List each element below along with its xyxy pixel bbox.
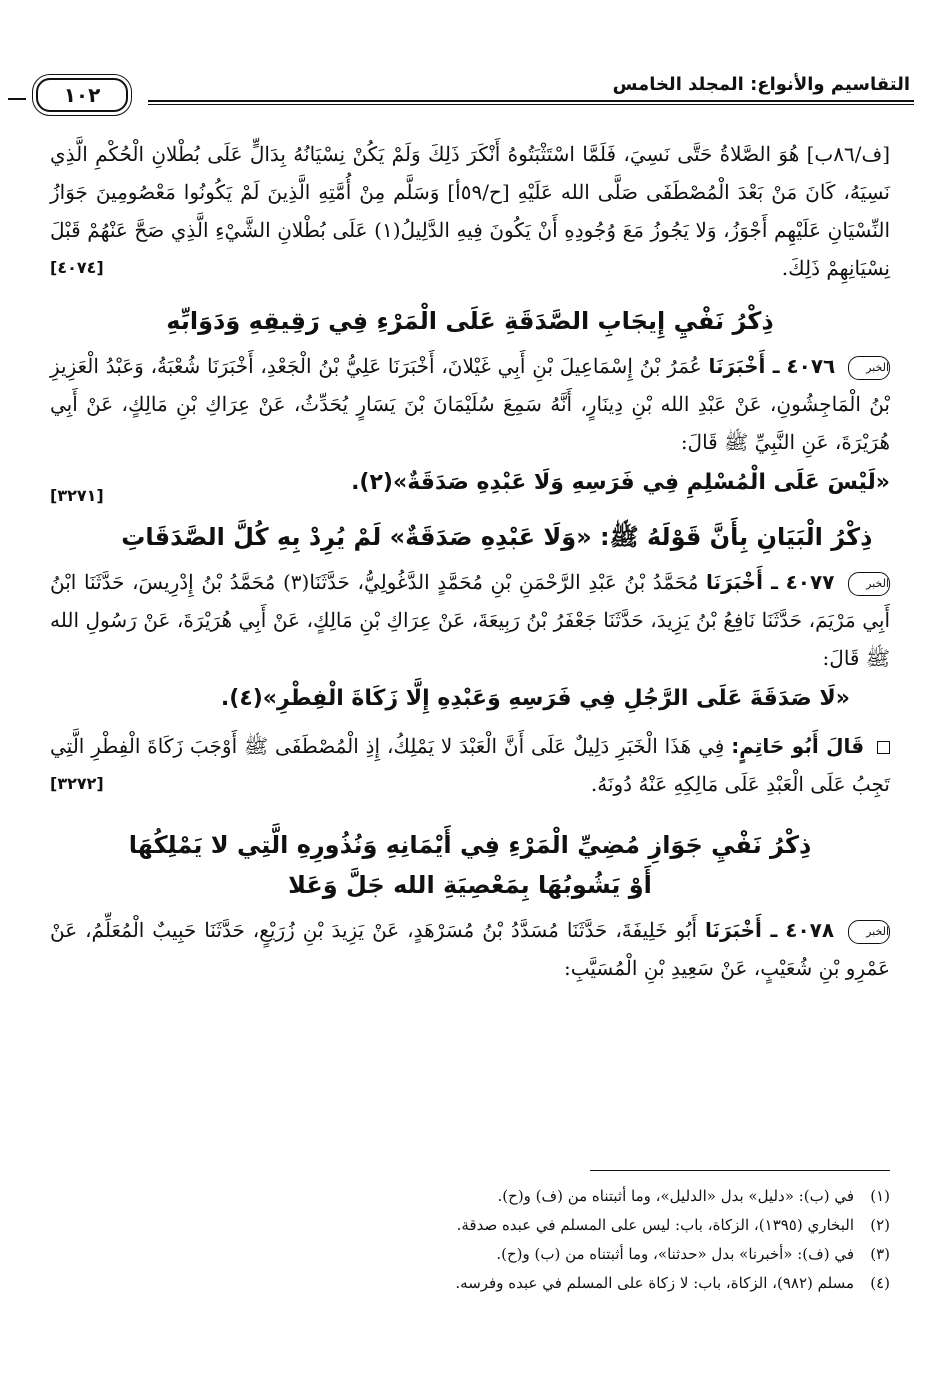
- hadith-4078: [50, 911, 890, 987]
- matn-4076: «لَيْسَ عَلَى الْمُسْلِمِ فِي فَرَسِهِ وَلَا عَبْدِهِ صَدَقَةٌ»(٢).: [351, 470, 890, 495]
- section-title-1: ذِكْرُ نَفْيِ إِيجَابِ الصَّدَقَةِ عَلَى الْمَرْءِ فِي رَقِيقِهِ وَدَوَابِّهِ: [166, 307, 774, 335]
- paragraph-intro-text: [ف/٨٦ب] هُوَ الصَّلاةُ حَتَّى نَسِيَ، فَلَمَّا اسْتَثْبَتُوهُ أَنْكَرَ ذَلِكَ وَلَمْ يَكُنْ نِسْيَانُهُ بِدَالٍّ عَلَى بُطْلانِ الْحُكْمِ الَّذِي نَسِيَهُ، كَانَ مَنْ بَعْدَ الْمُصْطَفَى صَلَّى الله عَلَيْهِ [ح/٥٩أ] وَسَلَّم مِنْ أُمَّتِهِ الَّذِينَ لَمْ يَكُونُوا مَعْصُومِينَ جَوَازُ النِّسْيَانِ عَلَيْهِم أَجْوَزُ، وَلا يَجُوزُ مَعَ وُجُودِهِ أَنْ يَكُونَ فِيهِ الدَّلِيلُ(١) عَلَى بُطْلانِ الشَّيْءِ الَّذِي صَحَّ عَنْهُمْ قَبْلَ نِسْيَانِهِمْ ذَلِكَ.: [50, 142, 891, 280]
- footnote-1: (١)في (ب): «دليل» بدل «الدليل»، وما أثبتناه من (ف) و(ح).: [497, 1187, 890, 1205]
- hadith-lead-4076: ـ أَخْبَرَنَا: [708, 354, 780, 378]
- matn-4076-line: [50, 461, 890, 507]
- running-header: [28, 72, 914, 118]
- ref-4074: [٤٠٧٤]: [50, 258, 104, 277]
- abu-hatim-lead: قَالَ أَبُو حَاتِمٍ:: [731, 734, 865, 758]
- header-rule-left: [8, 98, 26, 100]
- footnote-3: (٣)في (ف): «أخبرنا» بدل «حدثنا»، وما أثبتناه من (ب) و(ح).: [496, 1245, 890, 1263]
- hadith-number-4077: ٤٠٧٧: [785, 570, 835, 594]
- footnote-separator: [590, 1170, 890, 1171]
- hadith-lead-4077: ـ أَخْبَرَنَا: [706, 570, 778, 594]
- khabar-icon: الخبر: [848, 572, 890, 596]
- hadith-number-4076: ٤٠٧٦: [786, 354, 836, 378]
- hadith-number-4078: ٤٠٧٨: [785, 918, 835, 942]
- paragraph-intro: [50, 135, 890, 287]
- ref-3271: [٣٢٧١]: [50, 486, 104, 505]
- footnotes: [50, 1182, 890, 1298]
- hadith-isnad-4076: عُمَرُ بْنُ إِسْمَاعِيلَ بْنِ أَبِي غَيْلانَ، أَخْبَرَنَا عَلِيُّ بْنُ الْجَعْدِ، أَخْبَرَنَا شُعْبَةُ، وَعَبْدُ الْعَزِيزِ بْنُ الْمَاجِشُونِ، عَنْ عَبْدِ الله بْنِ دِينَارٍ، أَنَّهُ سَمِعَ سُلَيْمَانَ بْنَ يَسَارٍ يُحَدِّثُ، عَنْ عِرَاكِ بْنِ مَالِكٍ، عَنْ أَبِي هُرَيْرَةَ، عَنِ النَّبِيِّ ﷺ قَالَ:: [50, 354, 890, 454]
- hadith-lead-4078: ـ أَخْبَرَنَا: [705, 918, 778, 942]
- square-bullet-icon: [877, 741, 890, 754]
- matn-4077-line: [50, 677, 890, 723]
- hadith-4076: [50, 347, 890, 461]
- footnote-2: (٢)البخاري (١٣٩٥)، الزكاة، باب: ليس على المسلم في عبده صدقة.: [456, 1216, 890, 1234]
- main-text: [50, 135, 890, 987]
- ref-3272: [٣٢٧٢]: [50, 774, 104, 793]
- abu-hatim-text: فِي هَذَا الْخَبَرِ دَلِيلٌ عَلَى أَنَّ الْعَبْدَ لا يَمْلِكُ، إِذِ الْمُصْطَفَى ﷺ أَوْجَبَ زَكَاةَ الْفِطْرِ الَّتِي تَجِبُ عَلَى الْعَبْدِ عَلَى مَالِكِهِ عَنْهُ دُونَهُ.: [50, 734, 890, 796]
- section-title-2: ذِكْرُ الْبَيَانِ بِأَنَّ قَوْلَهُ ﷺ: «وَلَا عَبْدِهِ صَدَقَةٌ» لَمْ يُرِدْ بِهِ كُلَّ الصَّدَقَاتِ: [121, 523, 873, 551]
- hadith-isnad-4077: مُحَمَّدُ بْنُ عَبْدِ الرَّحْمَنِ بْنِ مُحَمَّدٍ الدَّغُولِيُّ، حَدَّثَنَا(٣) مُحَمَّدُ بْنُ إِدْرِيسَ، حَدَّثَنَا ابْنُ أَبِي مَرْيَمَ، حَدَّثَنَا نَافِعُ بْنُ يَزِيدَ، حَدَّثَنَا جَعْفَرُ بْنُ رَبِيعَةَ، عَنْ عِرَاكِ بْنِ مَالِكٍ، عَنْ أَبِي هُرَيْرَةَ، عَنْ رَسُولِ الله ﷺ قَالَ:: [50, 570, 891, 670]
- khabar-icon: الخبر: [848, 920, 890, 944]
- header-rule: [148, 100, 914, 102]
- khabar-icon: الخبر: [848, 356, 890, 380]
- footnote-4: (٤)مسلم (٩٨٢)، الزكاة، باب: لا زكاة على المسلم في عبده وفرسه.: [455, 1274, 890, 1292]
- page-number: ١٠٢: [36, 78, 128, 112]
- matn-4077: «لَا صَدَقَةَ عَلَى الرَّجُلِ فِي فَرَسِهِ وَعَبْدِهِ إِلَّا زَكَاةَ الْفِطْرِ»(٤).: [220, 686, 850, 711]
- header-title: التقاسيم والأنواع: المجلد الخامس: [612, 74, 910, 95]
- abu-hatim-comment: [50, 727, 890, 803]
- hadith-isnad-4078: أَبُو خَلِيفَةَ، حَدَّثَنَا مُسَدَّدُ بْنُ مُسَرْهَدٍ، عَنْ يَزِيدَ بْنِ زُرَيْعٍ، حَدَّثَنَا حَبِيبٌ الْمُعَلِّمُ، عَنْ عَمْرِو بْنِ شُعَيْبٍ، عَنْ سَعِيدِ بْنِ الْمُسَيَّبِ:: [50, 918, 890, 980]
- hadith-4077: [50, 563, 890, 677]
- section-title-3-line-1: ذِكْرُ نَفْيِ جَوَازِ مُضِيِّ الْمَرْءِ فِي أَيْمَانِهِ وَنُذُورِهِ الَّتِي لا يَمْلِكُهَا: [128, 831, 812, 859]
- section-title-3-line-2: أَوْ يَشُوبُهَا بِمَعْصِيَةِ الله جَلَّ وَعَلا: [288, 871, 652, 899]
- header-rule-thin: [148, 104, 914, 105]
